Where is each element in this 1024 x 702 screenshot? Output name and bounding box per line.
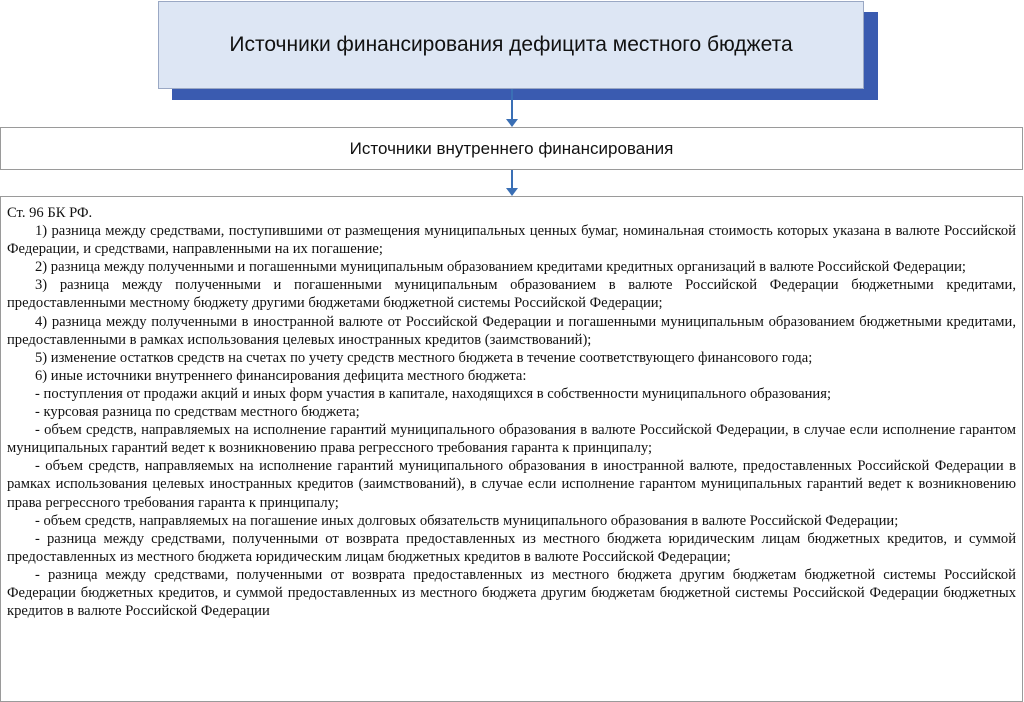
subtitle: Источники внутреннего финансирования (349, 138, 674, 158)
list-item: 4) разница между полученными в иностранной валюте от Российской Федерации и погашенными муниципальным образованием бюджетными кредитами, предоставленными в рамках использования целевых иностранных кредитов (заимствований); (7, 313, 1016, 348)
content-box (0, 196, 1023, 702)
list-item: 2) разница между полученными и погашенными муниципальным образованием кредитами кредитных организаций в валюте Российской Федерации; (35, 259, 966, 276)
list-item: - разница между средствами, полученными от возврата предоставленных из местного бюджета юридическим лицам бюджетных кредитов, и суммой предоставленных из местного бюджета юридическим лицам бюджетных кредитов в валюте Российской Федерации; (7, 530, 1016, 565)
subtitle-box (0, 127, 1023, 170)
list-item: 1) разница между средствами, поступившими от размещения муниципальных ценных бумаг, номинальная стоимость которых указана в валюте Российской Федерации, и средствами, направленными на их погашение; (7, 223, 1016, 258)
list-item: 3) разница между полученными и погашенными муниципальным образованием в валюте Российской Федерации бюджетными кредитами, предоставленными местному бюджету другими бюджетами бюджетной системы Российской Федерации; (7, 277, 1016, 312)
list-item: - объем средств, направляемых на исполнение гарантий муниципального образования в валюте Российской Федерации, в случае если исполнение гарантом муниципальных гарантий ведет к возникновению права регрессного требования гаранта к принципалу; (7, 422, 1016, 457)
diagram-title: Источники финансирования дефицита местного бюджета (229, 33, 793, 56)
title-box (158, 1, 864, 89)
connector-line-bottom (511, 170, 513, 188)
list-item: - разница между средствами, полученными от возврата предоставленных из местного бюджета другим бюджетам бюджетной системы Российской Федерации бюджетных кредитов, и суммой предоставленных из местного бюджета другим бюджетам бюджетной системы Российской Федерации бюджетных кредитов в валюте Российской Федерации (7, 566, 1016, 620)
list-item: - поступления от продажи акций и иных форм участия в капитале, находящихся в собственности муниципального образования; (35, 385, 832, 402)
article-reference: Ст. 96 БК РФ. (7, 205, 93, 221)
list-item: - объем средств, направляемых на исполнение гарантий муниципального образования в иностранной валюте, предоставленных Российской Федерации в рамках использования целевых иностранных кредитов (заимствований), в случае если исполнение гарантом муниципальных гарантий ведет к возникновению права регрессного требования гаранта к принципалу; (7, 458, 1016, 511)
list-item: 5) изменение остатков средств на счетах по учету средств местного бюджета в течение соответствующего финансового года; (35, 349, 813, 366)
list-item: - курсовая разница по средствам местного бюджета; (35, 404, 360, 421)
list-item: - объем средств, направляемых на погашение иных долговых обязательств муниципального образования в валюте Российской Федерации; (35, 512, 899, 529)
connector-line-top (511, 89, 513, 119)
arrow-down-icon (506, 188, 518, 196)
list-item: 6) иные источники внутреннего финансирования дефицита местного бюджета: (35, 367, 527, 384)
arrow-down-icon (506, 119, 518, 127)
